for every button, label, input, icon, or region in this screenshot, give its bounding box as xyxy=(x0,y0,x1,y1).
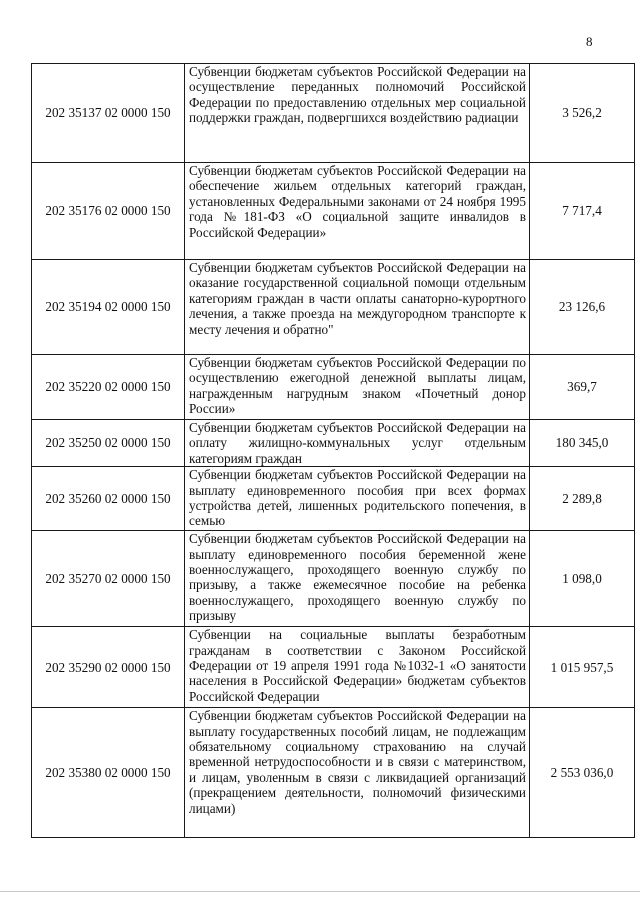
budget-description: Субвенции бюджетам субъектов Российской Федерации на оказание государственной социальной помощи отдельным категориям граждан в части оплаты санаторно-курортного лечения, а также проезда на междугородном транспорте к месту лечения и обратно" xyxy=(185,260,530,355)
budget-code: 202 35176 02 0000 150 xyxy=(32,163,185,260)
budget-description: Субвенции бюджетам субъектов Российской Федерации на выплату единовременного пособия беременной жене военнослужащего, проходящего военную службу по призыву, а также ежемесячное пособие на ребенка военнослужащего, проходящего военную службу по призыву xyxy=(185,531,530,627)
budget-amount: 2 289,8 xyxy=(530,467,635,531)
table-row xyxy=(32,531,635,627)
budget-code: 202 35250 02 0000 150 xyxy=(32,420,185,467)
budget-amount: 3 526,2 xyxy=(530,64,635,163)
page-number: 8 xyxy=(586,34,593,49)
budget-amount: 1 015 957,5 xyxy=(530,627,635,708)
budget-code: 202 35270 02 0000 150 xyxy=(32,531,185,627)
table-row xyxy=(32,420,635,467)
budget-code: 202 35220 02 0000 150 xyxy=(32,355,185,420)
table-row xyxy=(32,708,635,838)
budget-code: 202 35290 02 0000 150 xyxy=(32,627,185,708)
budget-code: 202 35380 02 0000 150 xyxy=(32,708,185,838)
budget-code: 202 35260 02 0000 150 xyxy=(32,467,185,531)
table-row xyxy=(32,467,635,531)
budget-description: Субвенции бюджетам субъектов Российской Федерации на оплату жилищно-коммунальных услуг отдельным категориям граждан xyxy=(185,420,530,467)
budget-amount: 1 098,0 xyxy=(530,531,635,627)
page-edge-line xyxy=(0,891,640,892)
table-row xyxy=(32,64,635,163)
table-row xyxy=(32,163,635,260)
table-row xyxy=(32,355,635,420)
budget-amount: 7 717,4 xyxy=(530,163,635,260)
budget-code: 202 35194 02 0000 150 xyxy=(32,260,185,355)
budget-description: Субвенции бюджетам субъектов Российской Федерации на выплату государственных пособий лицам, не подлежащим обязательному социальному страхованию на случай временной нетрудоспособности и в связи с материнством, и лицам, уволенным в связи с ликвидацией организаций (прекращением деятельности, полномочий физическими лицами) xyxy=(185,708,530,838)
budget-description: Субвенции бюджетам субъектов Российской Федерации на осуществление переданных полномочий Российской Федерации по предоставлению отдельных мер социальной поддержки граждан, подвергшихся воздействию радиации xyxy=(185,64,530,163)
budget-code: 202 35137 02 0000 150 xyxy=(32,64,185,163)
budget-description: Субвенции на социальные выплаты безработным гражданам в соответствии с Законом Российской Федерации от 19 апреля 1991 года №1032-1 «О занятости населения в Российской Федерации» бюджетам субъектов Российской Федерации xyxy=(185,627,530,708)
budget-description: Субвенции бюджетам субъектов Российской Федерации по осуществлению ежегодной денежной выплаты лицам, награжденным нагрудным знаком «Почетный донор России» xyxy=(185,355,530,420)
table-row xyxy=(32,627,635,708)
budget-description: Субвенции бюджетам субъектов Российской Федерации на выплату единовременного пособия при всех формах устройства детей, лишенных родительского попечения, в семью xyxy=(185,467,530,531)
budget-amount: 2 553 036,0 xyxy=(530,708,635,838)
budget-description: Субвенции бюджетам субъектов Российской Федерации на обеспечение жильем отдельных категорий граждан, установленных Федеральными законами от 24 ноября 1995 года №181-ФЗ «О социальной защите инвалидов в Российской Федерации» xyxy=(185,163,530,260)
budget-table xyxy=(31,63,635,838)
budget-amount: 369,7 xyxy=(530,355,635,420)
budget-amount: 180 345,0 xyxy=(530,420,635,467)
table-row xyxy=(32,260,635,355)
budget-amount: 23 126,6 xyxy=(530,260,635,355)
